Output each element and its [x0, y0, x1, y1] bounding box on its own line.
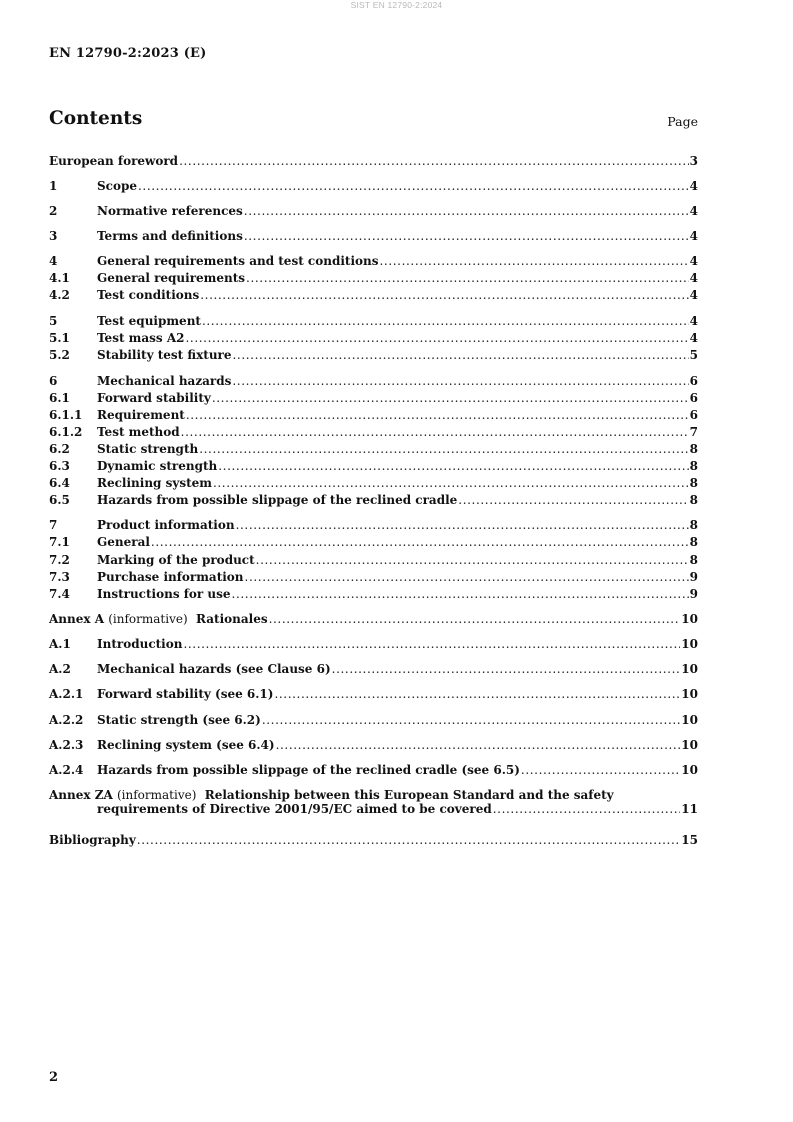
leader-dots [213, 476, 689, 490]
toc-entry-7[interactable] [49, 516, 698, 532]
leader-dots [493, 802, 681, 816]
toc-entry-a-2-3[interactable] [49, 736, 698, 752]
toc-title: Purchase information [97, 570, 244, 584]
leader-dots [212, 391, 689, 405]
toc-page: 4 [689, 288, 698, 302]
toc-number: 6.3 [49, 459, 70, 473]
toc-page: 3 [689, 154, 698, 168]
leader-dots [199, 442, 688, 456]
watermark: SIST EN 12790-2:2024 [350, 0, 443, 10]
toc-number: 6.5 [49, 493, 70, 507]
toc-title: Forward stability [97, 391, 211, 405]
toc-title: General [97, 535, 150, 549]
toc-page: 10 [681, 763, 698, 777]
leader-dots [200, 288, 688, 302]
toc-page: 10 [681, 637, 698, 651]
toc-page: 4 [689, 254, 698, 268]
leader-dots [183, 637, 680, 651]
leader-dots [256, 553, 689, 567]
annex-label: Annex A [49, 612, 105, 626]
toc-number: 7.1 [49, 535, 70, 549]
toc-entry-6-1-2[interactable] [49, 423, 698, 439]
toc-page: 6 [689, 374, 698, 388]
toc-page: 10 [681, 612, 698, 626]
toc-title: Static strength (see 6.2) [97, 713, 261, 727]
toc-page: 6 [689, 408, 698, 422]
toc-page: 4 [689, 314, 698, 328]
toc-entry-a-2[interactable] [49, 660, 698, 676]
toc-entry-5[interactable] [49, 312, 698, 328]
toc-entry-1[interactable] [49, 177, 698, 193]
toc-entry-6-2[interactable] [49, 440, 698, 456]
leader-dots [380, 254, 689, 268]
toc-entry-7-3[interactable] [49, 568, 698, 584]
leader-dots [186, 408, 689, 422]
toc-page: 4 [689, 179, 698, 193]
leader-dots [218, 459, 688, 473]
toc-title: Product information [97, 518, 235, 532]
toc-page: 5 [689, 348, 698, 362]
toc-page: 9 [689, 587, 698, 601]
toc-page: 11 [681, 802, 698, 816]
leader-dots [244, 204, 689, 218]
toc-entry-annex-a[interactable] [49, 610, 698, 626]
toc-page: 4 [689, 331, 698, 345]
toc-title: Test method [97, 425, 180, 439]
toc-title: Test mass A2 [97, 331, 185, 345]
toc-entry-a-2-2[interactable] [49, 711, 698, 727]
toc-entry-foreword[interactable] [49, 152, 698, 168]
toc-number: 5.1 [49, 331, 70, 345]
toc-title: Test equipment [97, 314, 201, 328]
toc-title: Instructions for use [97, 587, 231, 601]
leader-dots [236, 518, 689, 532]
toc-title: Marking of the product [97, 553, 255, 567]
toc-entry-4-1[interactable] [49, 269, 698, 285]
toc-number: 6.1.1 [49, 408, 83, 422]
toc-entry-4[interactable] [49, 252, 698, 268]
toc-number: A.2.4 [49, 763, 84, 777]
toc-page: 8 [689, 442, 698, 456]
toc-page: 10 [681, 738, 698, 752]
toc-page: 4 [689, 204, 698, 218]
toc-entry-annex-za[interactable] [49, 788, 698, 822]
toc-title: Requirement [97, 408, 185, 422]
toc-title: Dynamic strength [97, 459, 218, 473]
leader-dots [274, 687, 680, 701]
toc-number: 5 [49, 314, 58, 328]
leader-dots [232, 374, 688, 388]
toc-number: 6.4 [49, 476, 70, 490]
leader-dots [181, 425, 689, 439]
toc-title: Bibliography [49, 833, 136, 847]
document-header: EN 12790-2:2023 (E) [49, 46, 207, 61]
leader-dots [276, 738, 681, 752]
toc-title: Hazards from possible slippage of the reclined cradle (see 6.5) [97, 763, 520, 777]
contents-title: Contents [49, 108, 143, 129]
toc-page: 15 [681, 833, 698, 847]
toc-title: General requirements [97, 271, 246, 285]
toc-title: European foreword [49, 154, 179, 168]
toc-page: 10 [681, 662, 698, 676]
footer-page-number: 2 [49, 1070, 59, 1085]
leader-dots [186, 331, 689, 345]
toc-title: Terms and definitions [97, 229, 243, 243]
leader-dots [269, 612, 681, 626]
toc-title: Stability test fixture [97, 348, 232, 362]
page-column-label: Page [667, 114, 698, 129]
leader-dots [151, 535, 689, 549]
toc-page: 8 [689, 553, 698, 567]
toc-number: 4 [49, 254, 58, 268]
toc-entry-7-4[interactable] [49, 585, 698, 601]
toc-number: 7 [49, 518, 58, 532]
toc-page: 8 [689, 535, 698, 549]
leader-dots [262, 713, 680, 727]
toc-page: 8 [689, 518, 698, 532]
toc-entry-6-3[interactable] [49, 457, 698, 473]
toc-title: Scope [97, 179, 138, 193]
toc-title: Rationales [196, 612, 268, 626]
toc-number: 6.1 [49, 391, 70, 405]
toc-title: Static strength [97, 442, 199, 456]
toc-title: Mechanical hazards (see Clause 6) [97, 662, 331, 676]
toc-number: A.1 [49, 637, 71, 651]
toc-page: 8 [689, 459, 698, 473]
leader-dots [233, 348, 689, 362]
toc-number: 3 [49, 229, 58, 243]
toc-title: Hazards from possible slippage of the reclined cradle [97, 493, 458, 507]
leader-dots [245, 570, 689, 584]
annex-informative: (informative) [116, 788, 197, 802]
toc-number: 6.1.2 [49, 425, 83, 439]
leader-dots [138, 179, 689, 193]
toc-title: Normative references [97, 204, 243, 218]
leader-dots [246, 271, 689, 285]
annex-label: Annex ZA [49, 788, 113, 802]
toc-number: 6.2 [49, 442, 70, 456]
toc-number: 4.2 [49, 288, 70, 302]
toc-page: 9 [689, 570, 698, 584]
toc-entry-5-2[interactable] [49, 346, 698, 362]
toc-page: 7 [689, 425, 698, 439]
toc-entry-2[interactable] [49, 202, 698, 218]
toc-number: A.2.3 [49, 738, 84, 752]
toc-page: 6 [689, 391, 698, 405]
toc-page: 10 [681, 713, 698, 727]
toc-title: General requirements and test conditions [97, 254, 379, 268]
toc-entry-a-2-1[interactable] [49, 685, 698, 701]
toc-entry-7-2[interactable] [49, 551, 698, 567]
leader-dots [332, 662, 681, 676]
toc-entry-6-1[interactable] [49, 389, 698, 405]
toc-number: 7.3 [49, 570, 70, 584]
toc-entry-5-1[interactable] [49, 329, 698, 345]
leader-dots [202, 314, 689, 328]
toc-title-line2: requirements of Directive 2001/95/EC aimed to be covered [97, 802, 492, 816]
toc-entry-6[interactable] [49, 372, 698, 388]
toc-number: 6 [49, 374, 58, 388]
toc-title: Test conditions [97, 288, 200, 302]
toc-number: 4.1 [49, 271, 70, 285]
toc-page: 10 [681, 687, 698, 701]
toc-number: A.2.2 [49, 713, 84, 727]
toc-entry-3[interactable] [49, 227, 698, 243]
toc-page: 4 [689, 271, 698, 285]
toc-entry-7-1[interactable] [49, 533, 698, 549]
toc-number: A.2 [49, 662, 71, 676]
toc-title: Forward stability (see 6.1) [97, 687, 274, 701]
toc-entry-6-1-1[interactable] [49, 406, 698, 422]
toc-entry-bibliography[interactable] [49, 831, 698, 847]
toc-number: 5.2 [49, 348, 70, 362]
toc-number: 7.2 [49, 553, 70, 567]
annex-informative: (informative) [108, 612, 188, 626]
toc-title: Introduction [97, 637, 183, 651]
toc-number: 2 [49, 204, 58, 218]
toc-entry-a-2-4[interactable] [49, 761, 698, 777]
leader-dots [244, 229, 689, 243]
leader-dots [232, 587, 689, 601]
toc-title: Mechanical hazards [97, 374, 232, 388]
toc-page: 4 [689, 229, 698, 243]
toc-page: 8 [689, 476, 698, 490]
toc-entry-6-5[interactable] [49, 491, 698, 507]
toc-number: 1 [49, 179, 58, 193]
leader-dots [458, 493, 688, 507]
toc-title-line1: Relationship between this European Standard and the safety [204, 788, 614, 802]
toc-page: 8 [689, 493, 698, 507]
toc-entry-4-2[interactable] [49, 286, 698, 302]
toc-title: Reclining system (see 6.4) [97, 738, 275, 752]
leader-dots [137, 833, 681, 847]
toc-title: Reclining system [97, 476, 212, 490]
toc-number: A.2.1 [49, 687, 84, 701]
leader-dots [179, 154, 689, 168]
toc-number: 7.4 [49, 587, 70, 601]
toc-entry-6-4[interactable] [49, 474, 698, 490]
leader-dots [521, 763, 680, 777]
toc-entry-a-1[interactable] [49, 635, 698, 651]
